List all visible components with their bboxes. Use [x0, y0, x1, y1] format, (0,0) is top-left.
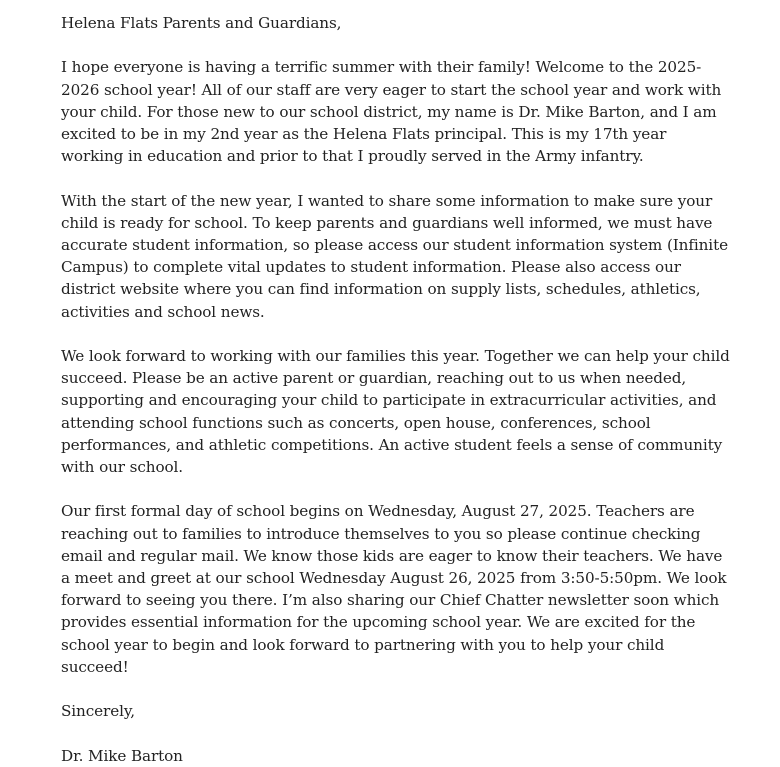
letter-paragraph-student-info: With the start of the new year, I wanted to share some information to make sure your child is ready for school. To keep parents and guardians well informed, we must have accurate student information, so please access our student information system (Infinite Campus) to complete vital updates to student information. Please also access our district website where you can find information on supply lists, schedules, athletics, activities and school news.	[61, 191, 728, 321]
letter-paragraph-families: We look forward to working with our families this year. Together we can help your child succeed. Please be an active parent or guardian, reaching out to us when needed, supporting and encouraging your child to participate in extracurricular activities, and attending school functions such as concerts, open house, conferences, school performances, and athletic competitions. An active student feels a sense of community with our school.	[61, 347, 730, 477]
letter-signature: Dr. Mike Barton	[61, 746, 183, 765]
letter-paragraph-welcome: I hope everyone is having a terrific summer with their family! Welcome to the 2025-2026 school year! All of our staff are very eager to start the school year and work with your child. For those new to our school district, my name is Dr. Mike Barton, and I am excited to be in my 2nd year as the Helena Flats principal. This is my 17th year working in education and prior to that I proudly served in the Army infantry.	[61, 58, 722, 166]
letter-closing: Sincerely,	[61, 702, 136, 721]
letter-paragraph-first-day: Our first formal day of school begins on Wednesday, August 27, 2025. Teachers are reaching out to families to introduce themselves to you so please continue checking email and regular mail. We know those kids are eager to know their teachers. We have a meet and greet at our school Wednesday August 26, 2025 from 3:50-5:50pm. We look forward to seeing you there. I’m also sharing our Chief Chatter newsletter soon which provides essential information for the upcoming school year. We are excited for the school year to begin and look forward to partnering with you to help your child succeed!	[61, 502, 727, 676]
letter-body	[61, 12, 733, 767]
letter-greeting: Helena Flats Parents and Guardians,	[61, 14, 342, 32]
